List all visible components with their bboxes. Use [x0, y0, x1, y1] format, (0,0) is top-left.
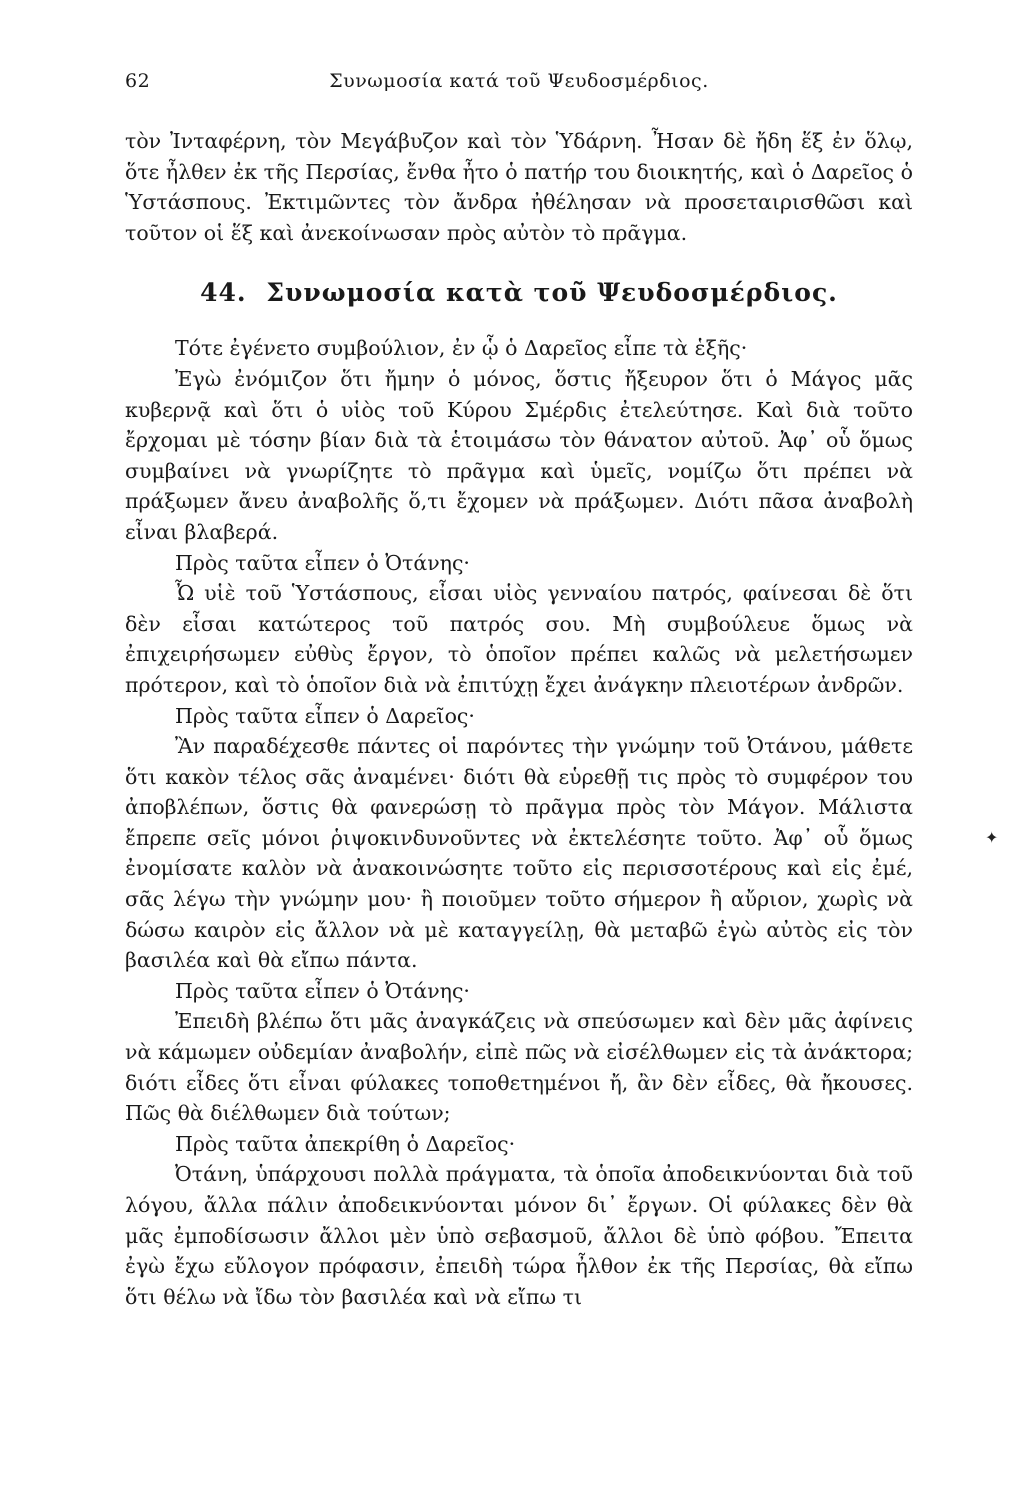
margin-mark-icon: ✦ — [985, 828, 999, 847]
section-number: 44. — [200, 278, 247, 308]
paragraph-2: Ἐγὼ ἐνόμιζον ὅτι ἤμην ὁ μόνος, ὅστις ἤξευρον ὅτι ὁ Μάγος μᾶς κυβερνᾷ καὶ ὅτι ὁ υἱὸς τοῦ Κύρου Σμέρδις ἐτελεύτησε. Καὶ διὰ τοῦτο ἔρχομαι μὲ τόσην βίαν διὰ τὰ ἑτοιμάσω τὸν θάνατον αὐτοῦ. Ἀφ᾽ οὗ ὅμως συμβαίνει νὰ γνωρίζητε τὸ πρᾶγμα καὶ ὑμεῖς, νομίζω ὅτι πρέπει νὰ πράξωμεν ἄνευ ἀναβολῆς ὅ,τι ἔχομεν νὰ πράξωμεν. Διότι πᾶσα ἀναβολὴ εἶναι βλαβερά. — [125, 366, 913, 544]
intro-paragraph: τὸν Ἰνταφέρνη, τὸν Μεγάβυζον καὶ τὸν Ὑδάρνη. Ἦσαν δὲ ἤδη ἕξ ἐν ὅλῳ, ὅτε ἦλθεν ἐκ τῆς Περσίας, ἔνθα ἦτο ὁ πατήρ του διοικητής, καὶ ὁ Δαρεῖος ὁ Ὑστάσπους. Ἐκτιμῶντες τὸν ἄνδρα ἠθέλησαν νὰ προσεταιρισθῶσι καὶ τοῦτον οἱ ἕξ καὶ ἀνεκοίνωσαν πρὸς αὐτὸν τὸ πρᾶγμα. — [125, 129, 913, 245]
section-title: Συνωμοσία κατὰ τοῦ Ψευδοσμέρδιος. — [266, 278, 838, 308]
paragraph-10: Ὀτάνη, ὑπάρχουσι πολλὰ πράγματα, τὰ ὁποῖα ἀποδεικνύονται διὰ τοῦ λόγου, ἄλλα πάλιν ἀποδεικνύονται μόνον δι᾽ ἔργων. Οἱ φύλακες δὲν θὰ μᾶς ἐμποδίσωσιν ἄλλοι μὲν ὑπὸ σεβασμοῦ, ἄλλοι δὲ ὑπὸ φόβου. Ἔπειτα ἐγὼ ἔχω εὔλογον πρόφασιν, ἐπειδὴ τώρα ἦλθον ἐκ τῆς Περσίας, θὰ εἴπω ὅτι θέλω νὰ ἴδω τὸν βασιλέα καὶ νὰ εἴπω τι — [125, 1162, 913, 1309]
running-title: Συνωμοσία κατά τοῦ Ψευδοσμέρδιος. — [329, 70, 709, 92]
section-heading — [125, 278, 913, 307]
paragraph-5: Πρὸς ταῦτα εἶπεν ὁ Δαρεῖος· — [175, 703, 475, 728]
paragraph-6: Ἂν παραδέχεσθε πάντες οἱ παρόντες τὴν γνώμην τοῦ Ὀτάνου, μάθετε ὅτι κακὸν τέλος σᾶς ἀναμένει· διότι θὰ εὑρεθῇ τις πρὸς τὸ συμφέρον του ἀποβλέπων, ὅστις θὰ φανερώσῃ τὸ πρᾶγμα πρὸς τὸν Μάγον. Μάλιστα ἔπρεπε σεῖς μόνοι ῥιψοκινδυνοῦντες νὰ ἐκτελέσητε τοῦτο. Ἀφ᾽ οὗ ὅμως ἐνομίσατε καλὸν νὰ ἀνακοινώσητε τοῦτο εἰς περισσοτέρους καὶ εἰς ἐμέ, σᾶς λέγω τὴν γνώμην μου· ἢ ποιοῦμεν τοῦτο σήμερον ἢ αὔριον, χωρὶς νὰ δώσω καιρὸν εἰς ἄλλον νὰ μὲ καταγγείλῃ, θὰ μεταβῶ ἐγὼ αὐτὸς εἰς τὸν βασιλέα καὶ θὰ εἴπω πάντα. — [125, 734, 913, 973]
page-number: 62 — [125, 70, 151, 92]
paragraph-8: Ἐπειδὴ βλέπω ὅτι μᾶς ἀναγκάζεις νὰ σπεύσωμεν καὶ δὲν μᾶς ἀφίνεις νὰ κάμωμεν οὐδεμίαν ἀναβολήν, εἰπὲ πῶς νὰ εἰσέλθωμεν εἰς τὰ ἀνάκτορα; διότι εἶδες ὅτι εἶναι φύλακες τοποθετημένοι ἤ, ἂν δὲν εἶδες, θὰ ἤκουσες. Πῶς θὰ διέλθωμεν διὰ τούτων; — [125, 1009, 913, 1126]
paragraph-9: Πρὸς ταῦτα ἀπεκρίθη ὁ Δαρεῖος· — [175, 1131, 516, 1156]
paragraph-7: Πρὸς ταῦτα εἶπεν ὁ Ὀτάνης· — [175, 978, 470, 1003]
paragraph-4: Ὦ υἱὲ τοῦ Ὑστάσπους, εἶσαι υἱὸς γενναίου πατρός, φαίνεσαι δὲ ὅτι δὲν εἶσαι κατώτερος τοῦ πατρός σου. Μὴ συμβούλευε ὅμως νὰ ἐπιχειρήσωμεν εὐθὺς ἔργον, τὸ ὁποῖον πρέπει καλῶς νὰ μελετήσωμεν πρότερον, καὶ τὸ ὁποῖον διὰ νὰ ἐπιτύχῃ ἔχει ἀνάγκην πλειοτέρων ἀνδρῶν. — [125, 581, 913, 697]
paragraph-3: Πρὸς ταῦτα εἶπεν ὁ Ὀτάνης· — [175, 550, 470, 575]
running-header — [125, 70, 913, 92]
paragraph-1: Τότε ἐγένετο συμβούλιον, ἐν ᾧ ὁ Δαρεῖος εἶπε τὰ ἑξῆς· — [175, 336, 748, 361]
